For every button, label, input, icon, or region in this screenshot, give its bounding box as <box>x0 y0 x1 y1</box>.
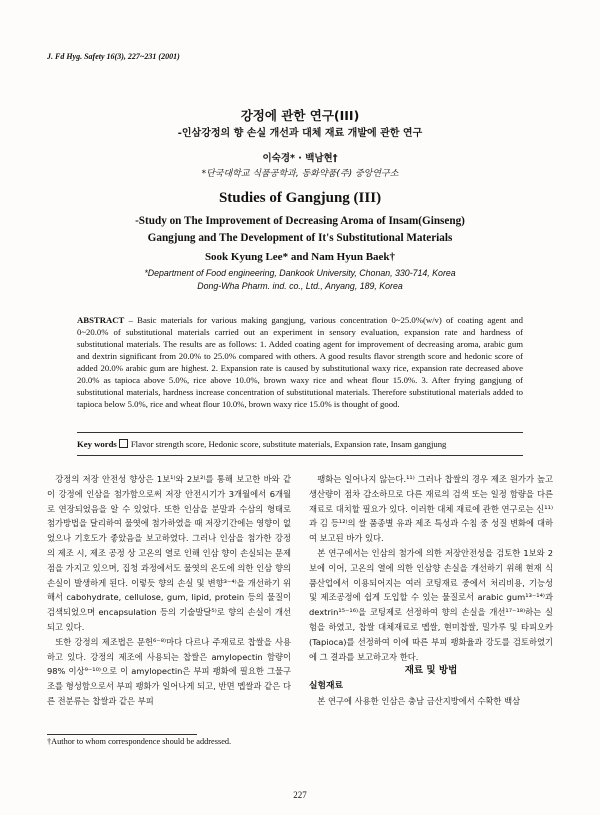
english-title: Studies of Gangjung (III) <box>218 190 382 206</box>
english-subtitle <box>0 213 600 247</box>
english-authors: Sook Kyung Lee* and Nam Hyun Baek† <box>204 251 396 263</box>
footnote: †Author to whom correspondence should be addressed. <box>47 737 232 746</box>
page-number: 227 <box>293 790 307 800</box>
journal-citation: J. Fd Hyg. Safety 16(3), 227~231 (2001) <box>47 52 180 61</box>
english-affiliation-line1: *Department of Food engineering, Dankook University, Chonan, 330-714, Korea <box>144 268 456 278</box>
body-paragraph: 강정의 저장 안전성 향상은 1보¹⁾와 2보²⁾를 통해 보고한 바와 같이 강정에 인삼을 첨가함으로써 저장 안전시기가 3개월에서 6개월로 연장되었음을 알 수 있었다. 또한 인삼을 분말과 수삼의 형태로 첨가방법을 달리하여 물엿에 첨가하였을 때 저장기간에는 영향이 없었으나 기호도가 좋았음을 보고하였다. 그러나 인삼을 첨가한 강정의 제조 시, 제조 공정 상 고온의 열로 인해 인삼 향이 손실되는 문제점을 가지고 있으며, 집청 과정에서도 물엿의 온도에 의한 인삼 향의 손실이 발생하게 된다. 이렇듯 향의 손실 및 변향³⁻⁴⁾을 개선하기 위해서 cabohydrate, cellulose, gum, lipid, protein 등의 물질이 검색되었으며 encapsulation 등의 기술발달⁵⁾로 향의 손실이 개선되고 있다. <box>47 474 291 632</box>
body-paragraph: 본 연구에 사용한 인삼은 충남 금산지방에서 수확한 백삼 <box>317 695 521 706</box>
subsection-title: 실험재료 <box>309 681 343 692</box>
body-left-column <box>47 472 291 709</box>
body-paragraph: 본 연구에서는 인삼의 첨가에 의한 저장안전성을 검토한 1보와 2보에 이어, 고온의 열에 의한 인삼향 손실을 개선하기 위해 현재 식품산업에서 이용되어지는 여러 코팅재료 중에서 처리비용, 기능성 및 제조공정에 쉽게 도입할 수 있는 물질로서 arabic gum¹³⁻¹⁴⁾과 dextrin¹⁵⁻¹⁶⁾을 코팅제로 선정하여 향의 손실을 개선¹⁷⁻¹⁸⁾하는 실험을 하였고, 찹쌀 대체재료로 멥쌀, 현미찹쌀, 밀가루 및 타피오카(Tapioca)를 선정하여 이에 따른 부피 팽화율과 강도를 검토하였기에 그 결과를 보고하고자 한다. <box>309 547 553 662</box>
body-right-column <box>309 472 553 709</box>
abstract <box>77 314 523 410</box>
abstract-divider <box>77 432 523 433</box>
korean-subtitle: -인삼강정의 향 손실 개선과 대체 재료 개발에 관한 연구 <box>177 128 423 139</box>
body-paragraph: 팽화는 일어나지 않는다.¹¹⁾ 그러나 찹쌀의 경우 제조 원가가 높고 생산량이 점차 감소하므로 다른 재료의 검색 또는 일정 함량을 다른 재료로 대치할 필요가 있다. 이러한 대체 재료에 관한 연구로는 신¹¹⁾과 김 등¹²⁾의 쌀 품종별 유과 제조 특성과 수침 중 성질 변화에 대하여 보고된 바가 있다. <box>309 474 553 544</box>
english-affiliation <box>0 267 600 293</box>
keywords-label: Key words <box>77 439 117 449</box>
keywords-text: Flavor strength score, Hedonic score, substitute materials, Expansion rate, Insam gangjung <box>130 439 447 449</box>
body-paragraph: 또한 강정의 제조법은 문헌⁶⁻⁸⁾마다 다르나 주재료로 찹쌀을 사용하고 있다. 강정의 제조에 사용되는 찹쌀은 amylopectin 함량이 98% 이상⁹⁻¹⁰⁾으로 이 amylopectin은 부피 팽화에 필요한 그물구조를 형성함으로서 부피 팽화가 일어나게 되고, 반면 멥쌀과 같은 다른 전분류는 찹쌀과 같은 부피 <box>47 636 291 706</box>
korean-title: 강정에 관한 연구(III) <box>240 108 360 123</box>
korean-authors: 이숙경* · 백남현† <box>262 153 338 164</box>
english-subtitle-line2: Gangjung and The Development of It's Substitutional Materials <box>147 232 453 244</box>
section-title: 재료 및 방법 <box>404 665 458 677</box>
abstract-label: ABSTRACT <box>77 315 125 325</box>
english-subtitle-line1: -Study on The Improvement of Decreasing Aroma of Insam(Ginseng) <box>135 215 465 227</box>
english-affiliation-line2: Dong-Wha Pharm. ind. co., Ltd., Anyang, 189, Korea <box>197 281 403 291</box>
keywords <box>77 439 523 449</box>
keywords-divider <box>77 455 523 456</box>
checkbox-square-icon <box>119 439 128 448</box>
korean-affiliation: *단국대학교 식품공학과, 동화약품(주) 중앙연구소 <box>201 169 399 179</box>
footnote-divider <box>47 734 197 735</box>
abstract-text: – Basic materials for various making gangjung, various concentration 0~25.0%(w/v) of coating agent and 0~20.0% of substitutional materials carried out an experiment in sensory evaluation, expansion rate and hardness of substitutional materials. The results are as follows: 1. Added coating agent for improvement of decreasing aroma, arabic gum and dextrin significant from 20.0% to 25.0% compared with others. A good results flavor strength score and hedonic score of added 20.0% arabic gum are highest. 2. Expansion rate is caused by substitutional waxy rice, expansion rate decreased above 20.0% as tapioca above 5.0%, rice above 10.0%, brown waxy rice and wheat flour 15.0%. 3. After frying gangjung of substitutional materials, hardness increase concentration of substitutional materials. Therefore substitutional materials added to tapioca below 5.0%, rice and wheat flour 10.0%, brown waxy rice 15.0% is thought of good. <box>77 315 523 409</box>
